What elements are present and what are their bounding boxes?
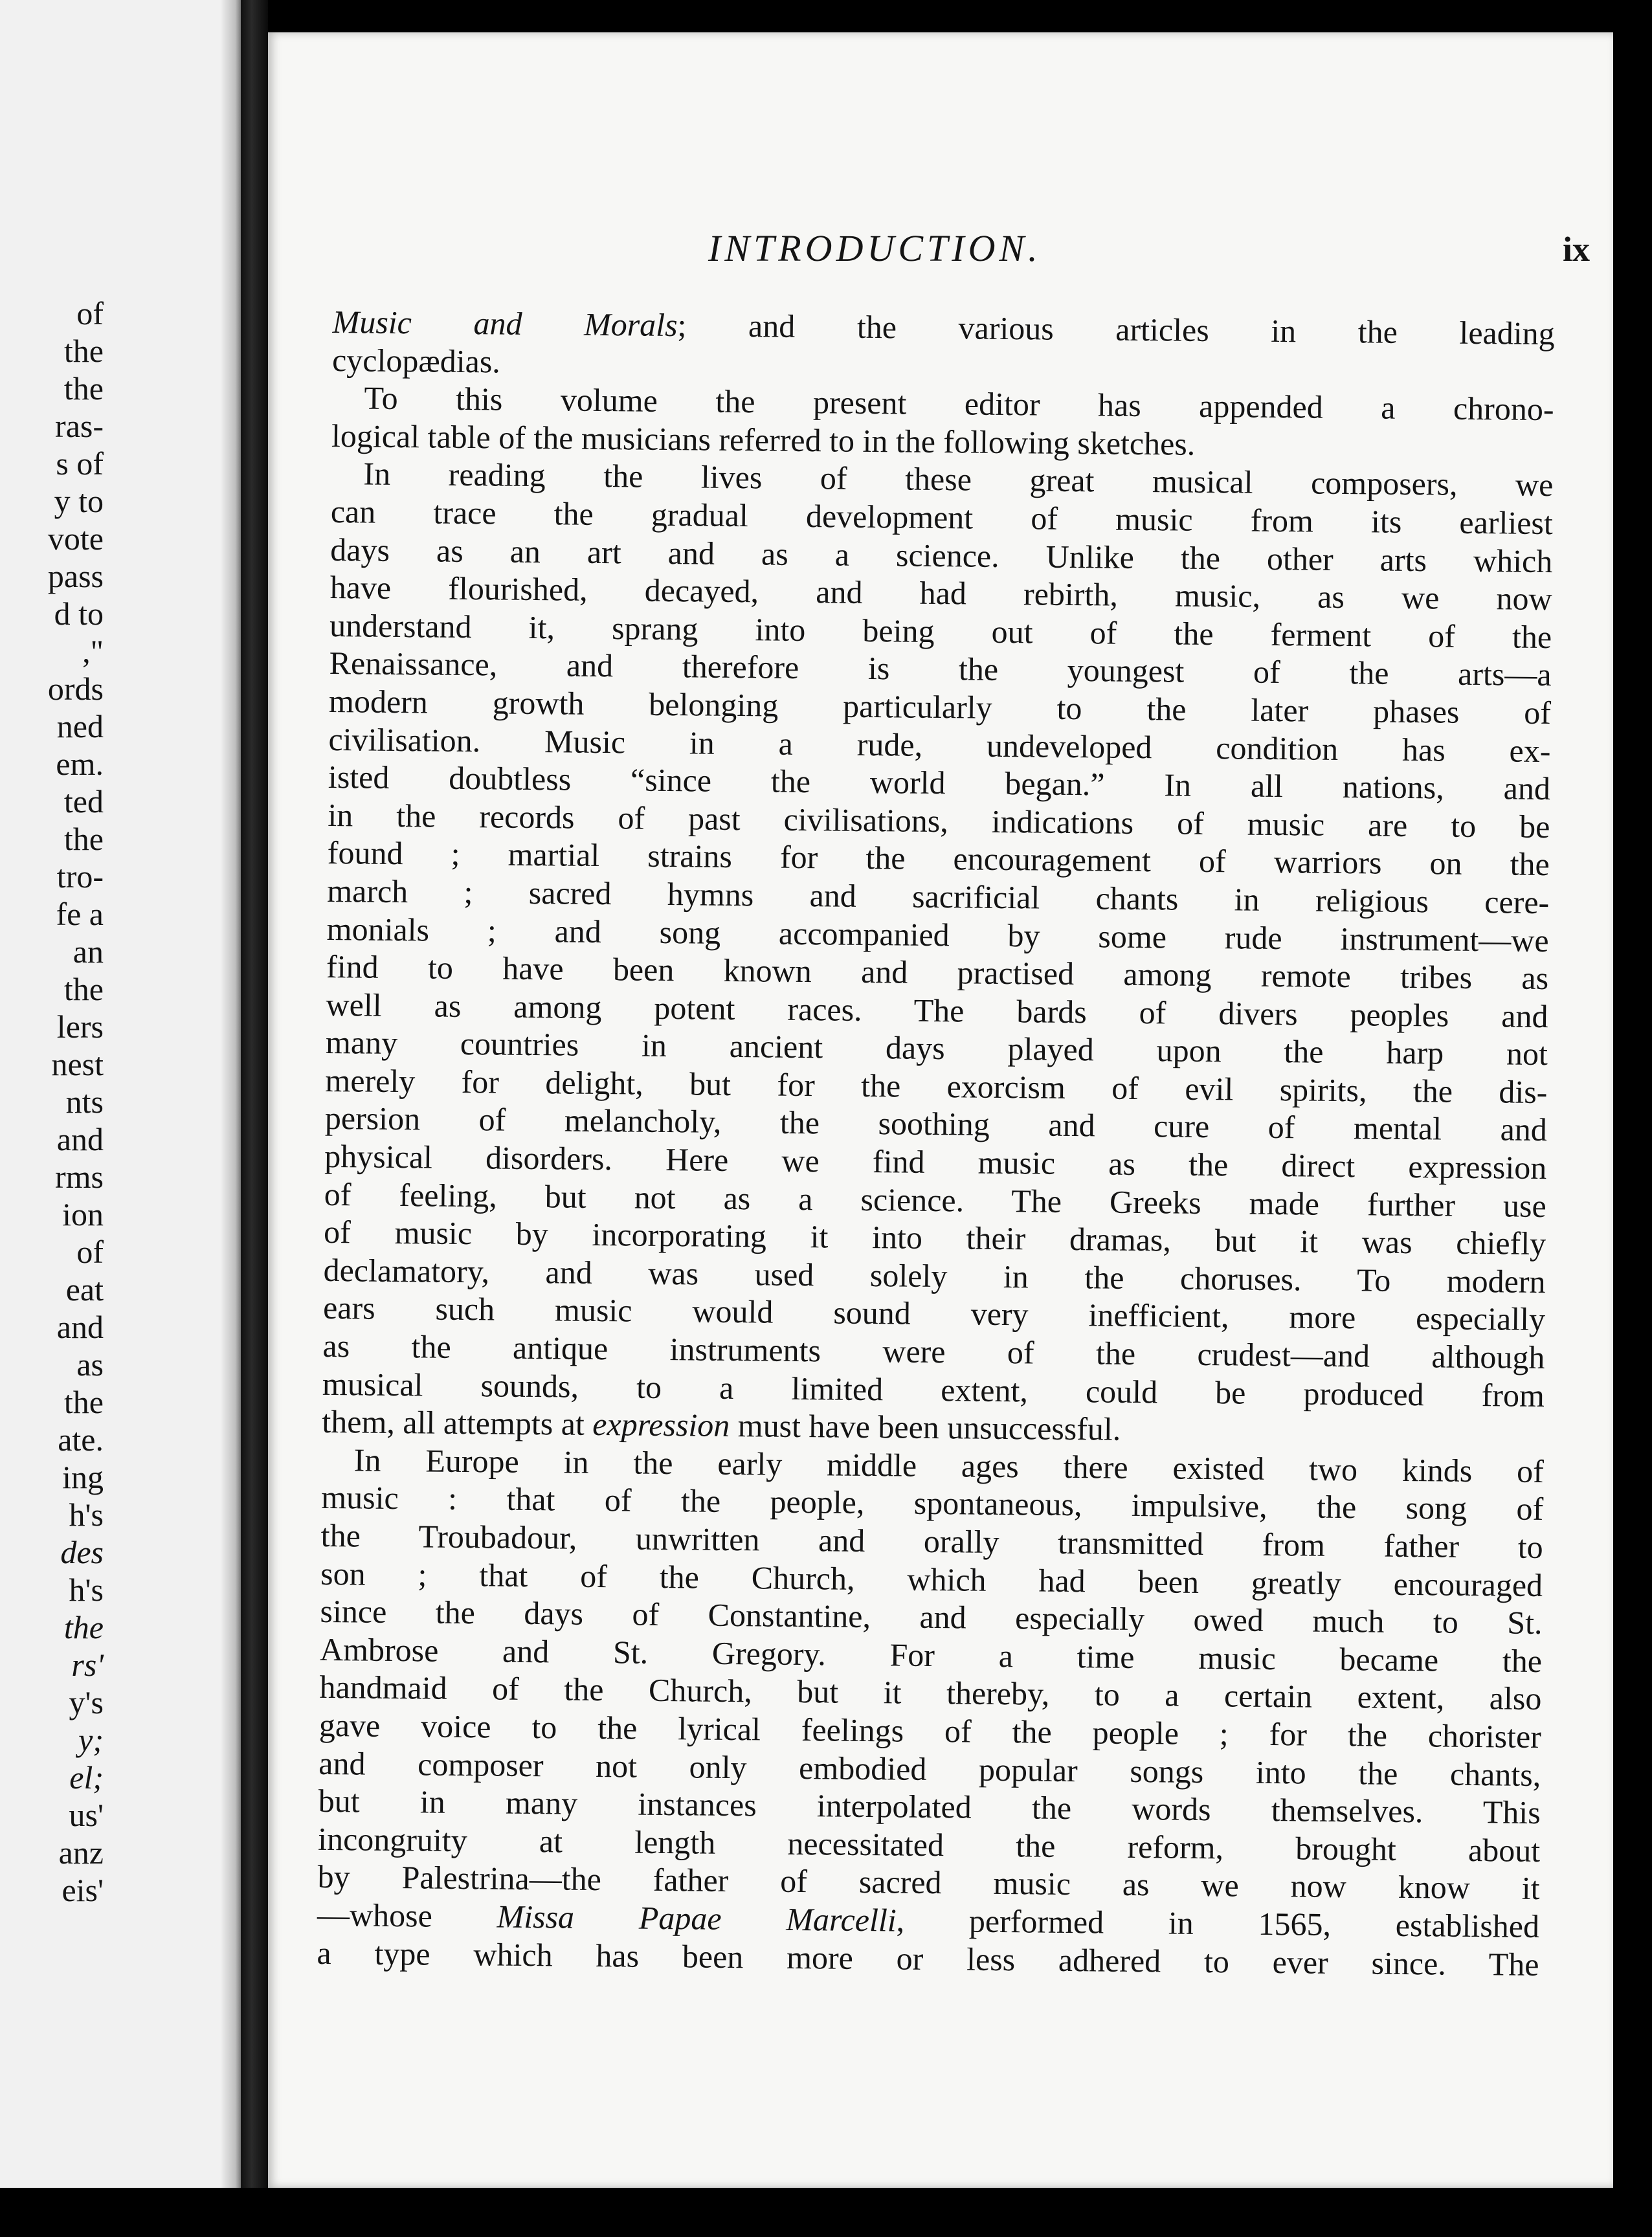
facing-page-fragment: and	[56, 1309, 104, 1345]
facing-page-fragment: anz	[58, 1834, 104, 1871]
facing-page-fragment: des	[60, 1534, 104, 1570]
facing-page-fragment: nts	[65, 1084, 104, 1120]
text-run: a type which has been more or less adhered to ever since. The	[317, 1934, 1539, 1983]
text-run: find to have been known and practised among remote tribes as	[326, 948, 1549, 997]
facing-page-text-fragments	[0, 295, 104, 1909]
text-run: gave voice to the lyrical feelings of the people ; for the chorister	[318, 1706, 1542, 1755]
text-run: incongruity at length necessitated the reform, brought about	[317, 1820, 1541, 1869]
facing-page-fragment: h's	[69, 1572, 104, 1608]
facing-page-fragment: the	[63, 370, 104, 406]
text-run: modern growth belonging particularly to the later phases of	[328, 682, 1552, 731]
italic-text: Music and Morals	[332, 303, 678, 344]
text-run: but in many instances interpolated the words themselves. This	[318, 1783, 1541, 1831]
facing-page-fragment: eat	[65, 1271, 104, 1308]
facing-page-fragment: em.	[56, 746, 104, 782]
text-run: handmaid of the Church, but it thereby, to a certain extent, also	[319, 1669, 1542, 1717]
body-text	[317, 303, 1555, 1983]
text-run: —whose	[317, 1896, 497, 1935]
facing-page-fragment: ,"	[82, 633, 104, 669]
facing-page-fragment: vote	[47, 520, 104, 557]
facing-page-fragment: y;	[78, 1722, 104, 1758]
facing-page-fragment: ras-	[55, 408, 104, 444]
text-run: ears such music would sound very inefficient, more especially	[322, 1289, 1546, 1338]
text-run: understand it, sprang into being out of the ferment of the	[329, 607, 1552, 655]
scan-border	[0, 2188, 1652, 2237]
book-page	[268, 32, 1613, 2188]
facing-page-fragment: fe a	[56, 896, 104, 932]
facing-page-fragment: ted	[63, 783, 104, 819]
text-run: musical sounds, to a limited extent, could be produced from	[322, 1365, 1545, 1414]
text-run: civilisation. Music in a rude, undeveloped condition has ex-	[328, 720, 1551, 769]
text-run: , performed in 1565, established	[896, 1902, 1540, 1944]
facing-page-fragment: an	[73, 933, 104, 970]
running-title: INTRODUCTION.	[708, 227, 1042, 269]
text-run: physical disorders. Here we find music as the direct expression	[324, 1138, 1547, 1186]
text-run: the Troubadour, unwritten and orally transmitted from father to	[320, 1517, 1543, 1566]
facing-page-fragment: the	[63, 333, 104, 369]
facing-page-fragment: ned	[56, 708, 104, 744]
facing-page-fragment: of	[76, 295, 104, 331]
text-run: ; and the various articles in the leading	[677, 307, 1555, 352]
facing-page-fragment: s of	[56, 445, 104, 482]
text-run: can trace the gradual development of music from its earliest	[330, 493, 1554, 542]
italic-text: Missa Papae Marcelli	[497, 1898, 897, 1939]
book-gutter	[241, 0, 268, 2237]
facing-page-fragment: rs'	[71, 1647, 104, 1683]
facing-page-fragment: pass	[47, 558, 104, 594]
text-run: merely for delight, but for the exorcism of evil spirits, the dis-	[325, 1062, 1548, 1110]
facing-page-fragment: and	[56, 1121, 104, 1157]
text-run: well as among potent races. The bards of divers peoples and	[326, 986, 1548, 1034]
text-run: music : that of the people, spontaneous, impulsive, the song of	[321, 1479, 1544, 1528]
text-run: many countries in ancient days played upon the harp not	[325, 1024, 1548, 1073]
text-run: of feeling, but not as a science. The Greeks made further use	[324, 1175, 1546, 1224]
text-run: have flourished, decayed, and had rebirth, music, as we now	[329, 569, 1552, 618]
text-run: them, all attempts at	[322, 1403, 593, 1443]
italic-text: expression	[592, 1406, 730, 1444]
text-run: persion of melancholy, the soothing and cure of mental and	[324, 1100, 1548, 1148]
text-run: in the records of past civilisations, indications of music are to be	[328, 796, 1550, 845]
facing-page-fragment: h's	[69, 1497, 104, 1533]
facing-page-fragment: d to	[54, 595, 104, 632]
facing-page-fragment: the	[63, 1384, 104, 1420]
text-run: monials ; and song accompanied by some rude instrument—we	[326, 910, 1549, 959]
page-number: ix	[1562, 230, 1590, 269]
text-run: In Europe in the early middle ages there existed two kinds of	[353, 1441, 1545, 1489]
facing-page-fragment: the	[63, 821, 104, 857]
facing-page-fragment: the	[63, 971, 104, 1007]
text-run: cyclopædias.	[331, 341, 501, 380]
facing-page-left	[0, 0, 241, 2237]
page-curve-shadow	[220, 0, 242, 2237]
text-run: since the days of Constantine, and especially owed much to St.	[320, 1593, 1543, 1642]
text-run: declamatory, and was used solely in the choruses. To modern	[323, 1251, 1546, 1300]
facing-page-fragment: ords	[47, 671, 104, 707]
facing-page-fragment: tro-	[56, 858, 104, 895]
text-run: logical table of the musicians referred to in the following sketches.	[331, 417, 1196, 462]
text-run: must have been unsuccessful.	[730, 1407, 1121, 1447]
facing-page-fragment: y's	[69, 1684, 104, 1720]
text-run: days as an art and as a science. Unlike the other arts which	[330, 531, 1553, 579]
facing-page-fragment: ing	[62, 1459, 104, 1495]
text-run: son ; that of the Church, which had been greatly encouraged	[320, 1555, 1543, 1603]
facing-page-fragment: as	[76, 1346, 104, 1383]
facing-page-fragment: rms	[55, 1159, 104, 1195]
text-run: and composer not only embodied popular songs into the chants,	[318, 1744, 1541, 1793]
text-run: Renaissance, and therefore is the youngest of the arts—a	[329, 645, 1552, 693]
text-run: march ; sacred hymns and sacrificial chants in religious cere-	[327, 872, 1550, 920]
running-head	[268, 227, 1613, 278]
text-run: found ; martial strains for the encouragement of warriors on the	[327, 834, 1550, 883]
facing-page-fragment: eis'	[61, 1872, 104, 1908]
facing-page-fragment: el;	[69, 1759, 104, 1796]
text-run: of music by incorporating it into their dramas, but it was chiefly	[323, 1214, 1546, 1262]
facing-page-fragment: ion	[62, 1196, 104, 1232]
facing-page-fragment: us'	[69, 1797, 104, 1833]
text-run: In reading the lives of these great musical composers, we	[363, 455, 1554, 504]
text-run: by Palestrina—the father of sacred music as we now know it	[317, 1858, 1540, 1907]
facing-page-fragment: ate.	[58, 1421, 104, 1458]
facing-page-fragment: nest	[51, 1046, 104, 1082]
text-run: as the antique instruments were of the crudest—and although	[322, 1327, 1545, 1376]
text-run: Ambrose and St. Gregory. For a time music became the	[319, 1630, 1543, 1679]
facing-page-fragment: the	[63, 1609, 104, 1645]
text-run: To this volume the present editor has appended a chrono-	[364, 379, 1554, 428]
facing-page-fragment: y to	[54, 483, 104, 519]
text-run: isted doubtless “since the world began.” In all nations, and	[328, 759, 1551, 807]
facing-page-fragment: of	[76, 1234, 104, 1270]
facing-page-fragment: lers	[56, 1008, 104, 1045]
